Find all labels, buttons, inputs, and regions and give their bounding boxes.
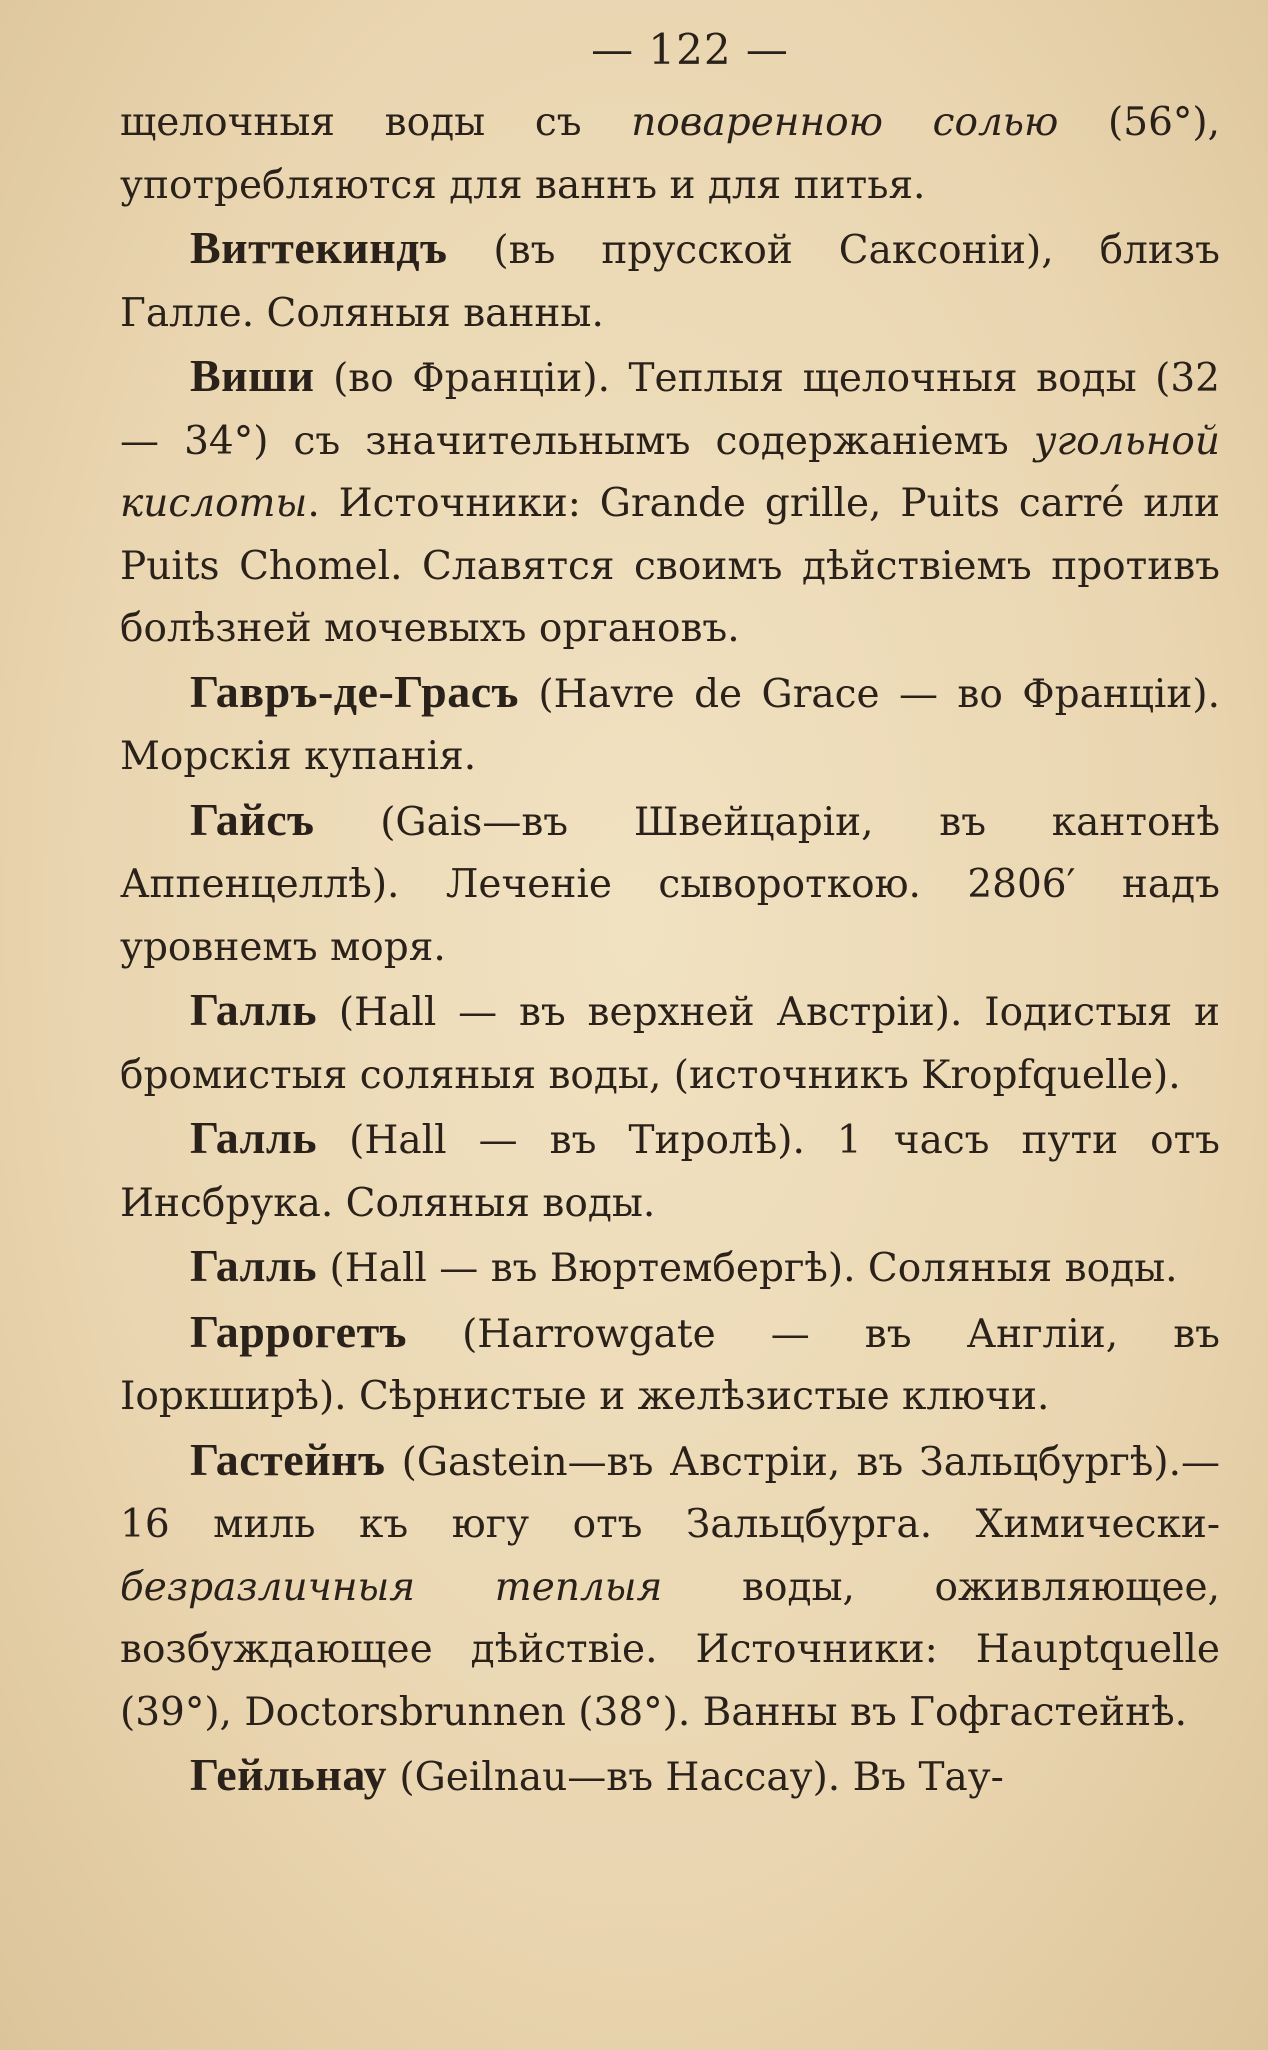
entry-text: . Источники: Grande grille, Puits carré или Puits Chomel. Славятся своимъ дѣйствіемъ противъ болѣзней мочевыхъ органовъ. xyxy=(120,481,1220,651)
entry-paragraph xyxy=(120,1235,1220,1301)
entry-paragraph xyxy=(120,789,1220,980)
entry-headword: Виши xyxy=(190,350,315,401)
entry-text: (Hall — въ Вюртембергѣ). Соляныя воды. xyxy=(317,1246,1178,1291)
entry-paragraph xyxy=(120,217,1220,345)
entry-headword: Галль xyxy=(190,984,318,1035)
entry-headword: Галль xyxy=(190,1240,318,1291)
entry-paragraph xyxy=(120,345,1220,661)
entry-text: (Gais—въ Швейцаріи, въ кантонѣ Аппенцеллѣ). Леченіе сывороткою. 2806′ надъ уровнемъ моря. xyxy=(120,799,1220,970)
entry-text-italic: угольной кислоты xyxy=(120,418,1220,526)
entry-text: воды, оживляющее, возбуждающее дѣйствіе. Источники: Hauptquelle (39°), Doctorsbrunnen (38°). Ванны въ Гофгастейнѣ. xyxy=(120,1564,1220,1735)
entry-paragraph xyxy=(120,1107,1220,1235)
entry-paragraph xyxy=(120,1301,1220,1429)
entry-text: (въ прусской Саксоніи), близъ Галле. Соляныя ванны. xyxy=(120,228,1220,336)
entry-headword: Гайсъ xyxy=(190,793,315,845)
entries-list xyxy=(120,92,1220,1810)
entry-text: (Havre de Grace — во Франціи). Морскія купанія. xyxy=(120,671,1220,779)
entry-paragraph xyxy=(120,1429,1220,1745)
entry-headword: Гавръ-де-Грасъ xyxy=(190,665,519,717)
entry-text: (Geilnau—въ Нассау). Въ Тау- xyxy=(386,1755,1004,1800)
entry-text: (Hall — въ верхней Австріи). Іодистыя и бромистыя соляныя воды, (источникъ Kropfquelle). xyxy=(120,990,1220,1098)
entry-paragraph xyxy=(120,92,1220,217)
entry-headword: Галль xyxy=(190,1112,318,1163)
entry-text-italic: безразличныя теплыя xyxy=(120,1564,663,1610)
entry-text: (Harrowgate — въ Англіи, въ Іоркширѣ). Сѣрнистые и желѣзистые ключи. xyxy=(120,1311,1220,1419)
entry-text: (Gastein—въ Австріи, въ Зальцбургѣ).—16 миль къ югу отъ Зальцбурга. Химически- xyxy=(120,1439,1220,1547)
entry-text: (Hall — въ Тиролѣ). 1 часъ пути отъ Инсбрука. Соляныя воды. xyxy=(120,1118,1220,1226)
entry-headword: Гаррогетъ xyxy=(190,1305,408,1357)
entry-headword: Гастейнъ xyxy=(190,1433,386,1485)
entry-headword: Гейльнау xyxy=(190,1749,387,1800)
entry-text-italic: поваренною солью xyxy=(631,100,1059,145)
entry-text: (во Франціи). Теплыя щелочныя воды (32 — 34°) съ значительнымъ содержаніемъ xyxy=(120,356,1220,464)
entry-headword: Виттекиндъ xyxy=(190,222,448,273)
entry-paragraph xyxy=(120,661,1220,789)
entry-text: (56°), употребляются для ваннъ и для питья. xyxy=(120,100,1221,208)
entry-paragraph xyxy=(120,1744,1220,1810)
entry-text: щелочныя воды съ xyxy=(120,100,632,145)
entry-paragraph xyxy=(120,979,1220,1107)
page-number: — 122 — xyxy=(591,25,789,74)
